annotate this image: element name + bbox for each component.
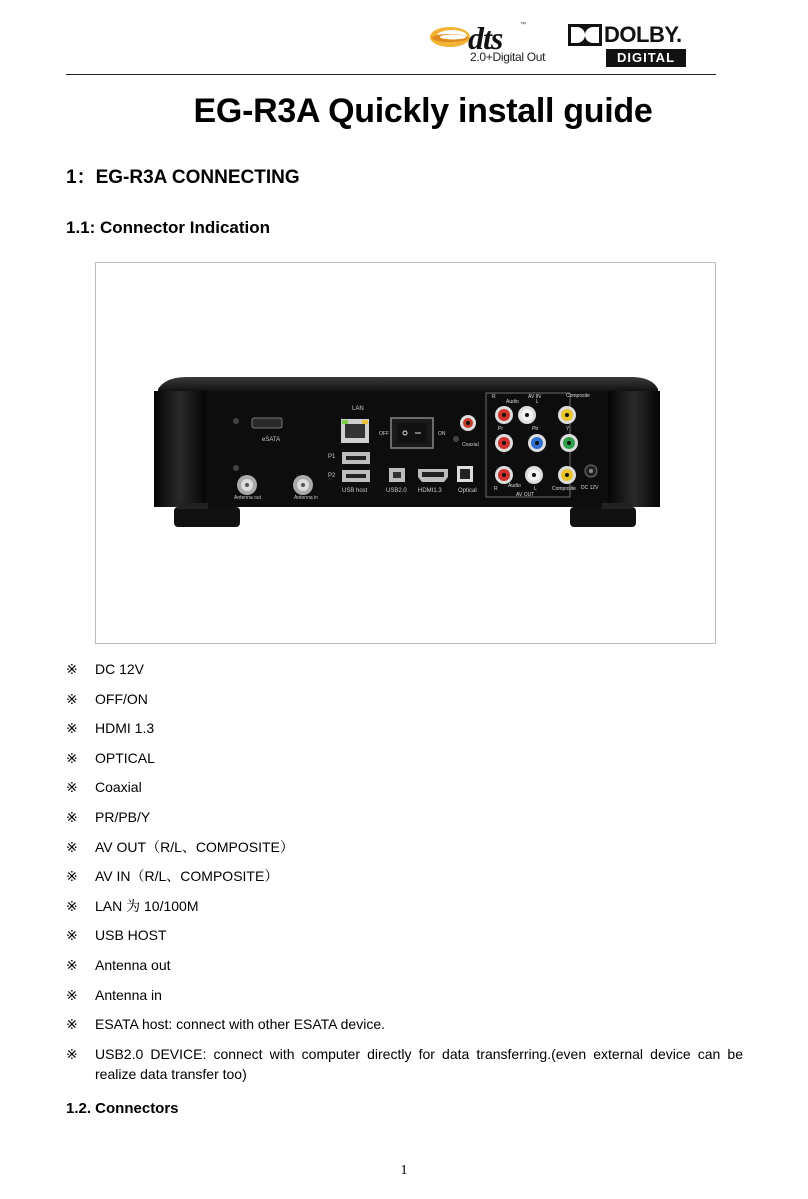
- reference-mark-icon: ※: [66, 749, 78, 766]
- dolby-digital-label: DIGITAL: [606, 49, 686, 67]
- list-item: ※ OPTICAL: [66, 749, 155, 766]
- list-item: ※ HDMI 1.3: [66, 720, 155, 737]
- reference-mark-icon: ※: [66, 927, 78, 944]
- l-top-label: L: [536, 399, 539, 405]
- off-label: OFF: [379, 431, 389, 437]
- reference-mark-icon: ※: [66, 838, 78, 855]
- list-item: ※ DC 12V: [66, 661, 145, 677]
- composite-top-label: Composite: [566, 393, 590, 399]
- composite-bottom-label: Composite: [552, 486, 576, 492]
- device-rear-illustration: [96, 263, 715, 643]
- device-foot-left: [174, 507, 240, 527]
- antenna-out-label: Antenna out: [234, 495, 261, 501]
- reference-mark-icon: ※: [66, 868, 78, 885]
- device-top-lid: [158, 377, 658, 393]
- page-title: EG-R3A Quickly install guide: [193, 92, 653, 130]
- reference-mark-icon: ※: [66, 956, 78, 973]
- p2-label: P2: [328, 473, 336, 479]
- header-rule: [66, 74, 716, 75]
- usb2-label: USB2.0: [386, 488, 407, 494]
- p1-label: P1: [328, 454, 336, 460]
- y-label: Y: [566, 426, 570, 432]
- list-item: ※ USB2.0 DEVICE: connect with computer directly for data transferring.(even external device can be realize data transfer too): [66, 1045, 743, 1082]
- dts-subtitle: 2.0+Digital Out: [470, 50, 546, 64]
- l-bottom-label: L: [534, 486, 537, 492]
- reference-mark-icon: ※: [66, 986, 78, 1003]
- section-1-heading: 1：EG-R3A CONNECTING: [66, 167, 300, 188]
- usb-host-label: USB host: [342, 488, 368, 494]
- list-item: ※ Antenna out: [66, 956, 171, 973]
- r-top-label: R: [492, 394, 496, 400]
- pb-label: Pb: [532, 426, 539, 432]
- screw-2: [233, 465, 239, 471]
- av-in-label: AV IN: [528, 394, 541, 400]
- list-item: ※ USB HOST: [66, 927, 167, 944]
- section-1-2-heading: 1.2. Connectors: [66, 1100, 179, 1117]
- rca-row-av-out: [495, 466, 576, 484]
- reference-mark-icon: ※: [66, 690, 78, 707]
- device-left-side: [154, 391, 206, 507]
- reference-mark-icon: ※: [66, 779, 78, 796]
- dc-label: DC 12V: [581, 485, 599, 491]
- dolby-wordmark: DOLBY.: [604, 22, 682, 47]
- coaxial-label: Coaxial: [462, 442, 479, 448]
- lan-label: LAN: [352, 406, 364, 412]
- reference-mark-icon: ※: [66, 1045, 78, 1062]
- reference-mark-icon: ※: [66, 808, 78, 825]
- list-item: ※ OFF/ON: [66, 690, 148, 707]
- reference-mark-icon: ※: [66, 897, 78, 914]
- r-bottom-label: R: [494, 486, 498, 492]
- esata-port: [252, 418, 282, 428]
- antenna-in-port: [293, 475, 313, 495]
- reference-mark-icon: ※: [66, 1016, 78, 1033]
- device-foot-right: [570, 507, 636, 527]
- reference-mark-icon: ※: [66, 661, 78, 677]
- list-item: ※ Coaxial: [66, 779, 142, 796]
- device-right-side: [608, 391, 660, 507]
- audio-top-label: Audio: [506, 399, 519, 405]
- device-rear-photo: [95, 262, 716, 644]
- rca-row-component: [495, 434, 578, 452]
- list-item: ※ ESATA host: connect with other ESATA device.: [66, 1016, 385, 1033]
- list-item: ※ AV IN（R/L、COMPOSITE）: [66, 868, 279, 885]
- screw-1: [233, 418, 239, 424]
- connector-list: [66, 659, 746, 1084]
- dts-trademark: ™: [520, 22, 526, 28]
- dolby-logo: [568, 22, 700, 68]
- av-out-label: AV OUT: [516, 492, 535, 498]
- on-label: ON: [438, 431, 446, 437]
- reference-mark-icon: ※: [66, 720, 78, 737]
- page-number: 1: [400, 1163, 408, 1178]
- dts-swirl-icon: [428, 24, 472, 50]
- antenna-in-label: Antenna in: [294, 495, 318, 501]
- dolby-double-d-icon: [568, 24, 602, 46]
- audio-bottom-label: Audio: [508, 483, 521, 489]
- list-item: ※ AV OUT（R/L、COMPOSITE）: [66, 838, 294, 855]
- dts-logo: [428, 20, 546, 64]
- dts-wordmark: dts: [468, 20, 503, 56]
- esata-label: eSATA: [262, 437, 281, 443]
- section-1-1-heading: 1.1: Connector Indication: [66, 218, 271, 237]
- pr-label: Pr: [498, 426, 503, 432]
- list-item: ※ PR/PB/Y: [66, 808, 151, 825]
- list-item: ※ Antenna in: [66, 986, 162, 1003]
- optical-label: Optical: [458, 488, 477, 494]
- list-item: ※ LAN 为 10/100M: [66, 897, 199, 914]
- antenna-out-port: [237, 475, 257, 495]
- hdmi-label: HDMI1.3: [418, 488, 442, 494]
